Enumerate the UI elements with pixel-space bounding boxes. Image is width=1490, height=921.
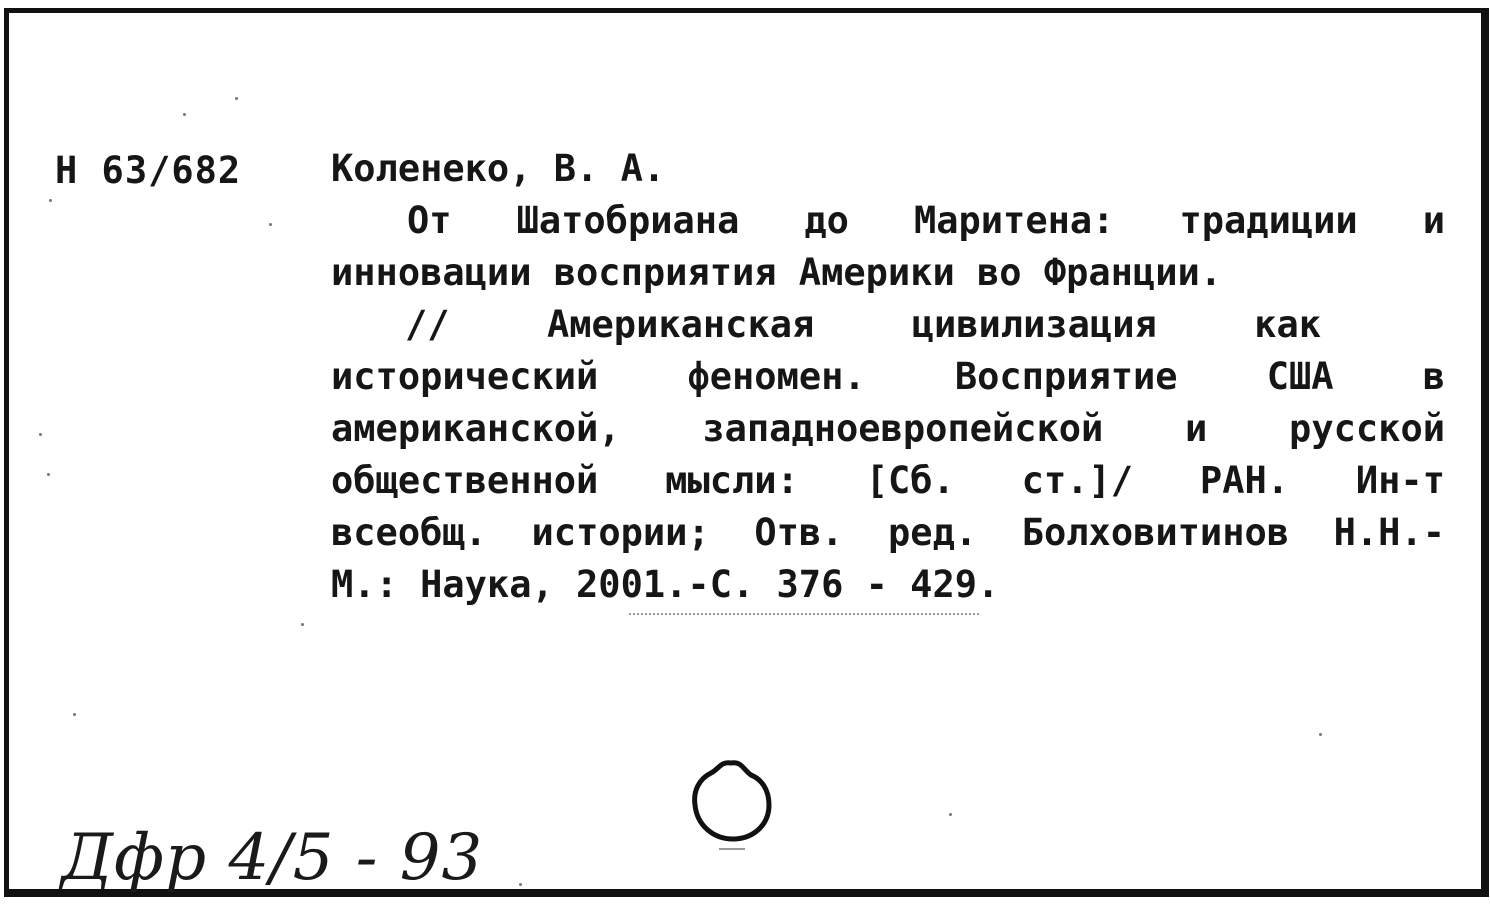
dotted-rule	[629, 613, 979, 615]
shelf-mark: Н 63/682	[55, 149, 242, 192]
speck	[949, 813, 952, 816]
source-line-1: // Американская цивилизация как	[405, 303, 1321, 346]
speck	[73, 713, 76, 716]
speck	[183, 113, 186, 116]
speck	[301, 623, 304, 626]
speck	[519, 883, 522, 886]
source-line-2: исторический феномен. Восприятие США в	[331, 355, 1445, 398]
speck	[235, 97, 238, 100]
source-line-5: всеобщ. истории; Отв. ред. Болховитинов Н.Н.-	[331, 511, 1445, 554]
title-line-2: инновации восприятия Америки во Франции.	[331, 251, 1223, 294]
speck	[269, 223, 272, 226]
speck	[1319, 733, 1322, 736]
speck	[47, 473, 50, 476]
bibliographic-entry	[331, 143, 1445, 611]
speck	[39, 433, 42, 436]
speck	[49, 199, 52, 202]
source-line-3: американской, западноевропейской и русской	[331, 407, 1445, 450]
punch-hole-icon	[681, 753, 781, 853]
imprint-line: М.: Наука, 2001.-С. 376 - 429.	[331, 563, 1000, 606]
catalog-card	[4, 8, 1489, 897]
source-line-4: общественной мысли: [Сб. ст.]/ РАН. Ин-т	[331, 459, 1445, 502]
handwritten-note: Дфр 4/5 - 93	[61, 821, 484, 895]
author-line: Коленеко, В. А.	[331, 147, 666, 190]
title-line-1: От Шатобриана до Маритена: традиции и	[407, 199, 1445, 242]
